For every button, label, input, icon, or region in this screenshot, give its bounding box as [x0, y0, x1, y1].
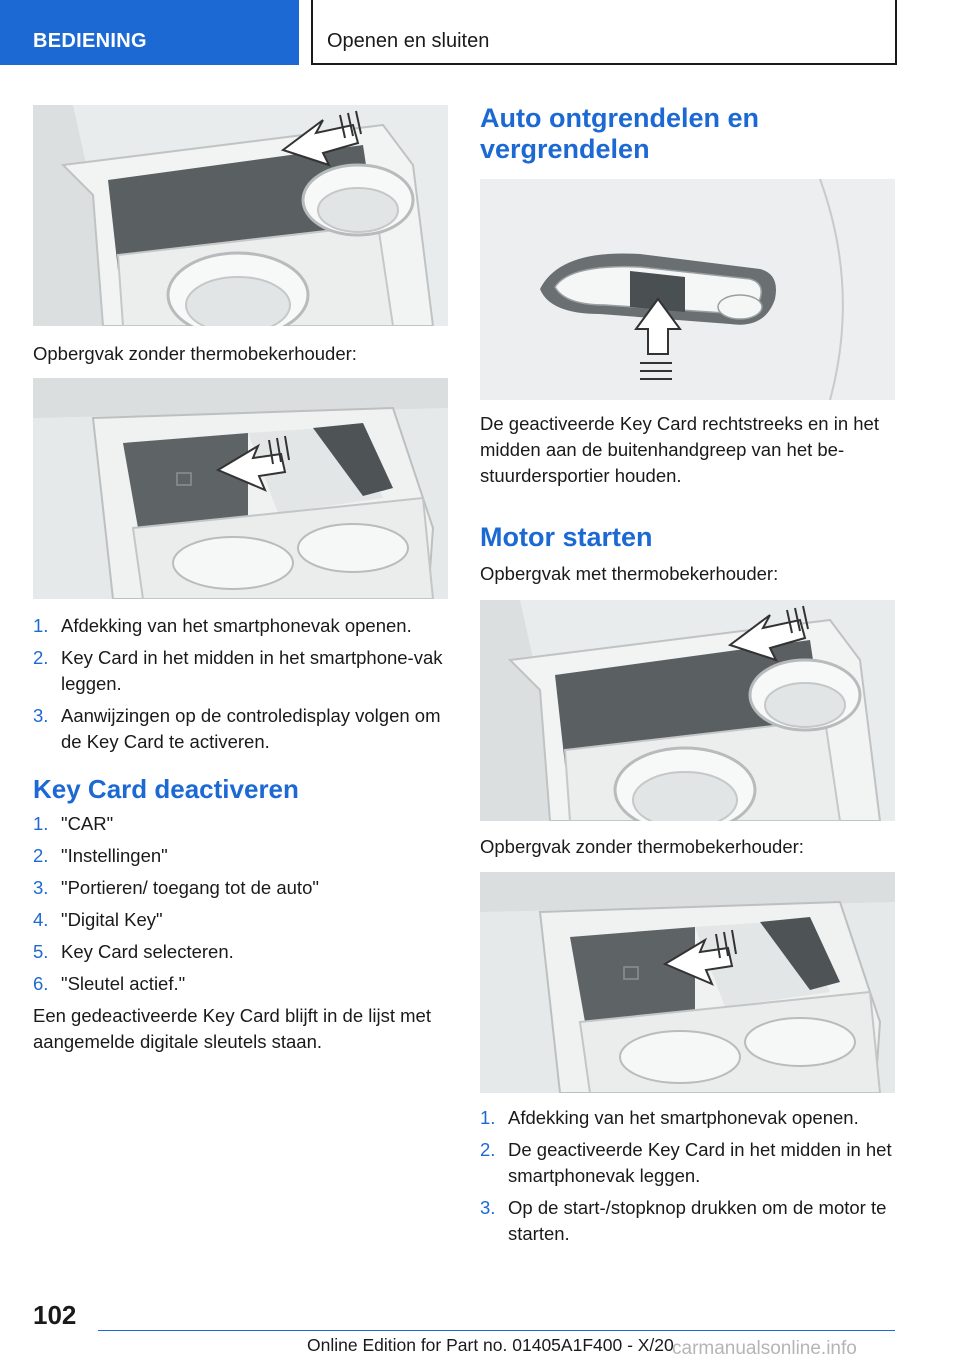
caption-no-holder-left: Opbergvak zonder thermobekerhouder:: [33, 343, 357, 364]
step-text: Key Card in het midden in het smartphone‐vak leggen.: [61, 647, 443, 694]
section-title: BEDIENING: [33, 30, 147, 52]
figure-storage-without-cupholder-right: [480, 872, 895, 1093]
step-text: "CAR": [61, 813, 114, 834]
chapter-header: [311, 0, 897, 65]
step-number: 3.: [33, 705, 49, 726]
heading-unlock-lock: Auto ontgrendelen en vergrendelen: [480, 103, 759, 164]
step-number: 5.: [33, 941, 49, 962]
caption-with-holder: Opbergvak met thermobekerhouder:: [480, 563, 779, 584]
heading-key-card-deactivate: Key Card deactiveren: [33, 774, 299, 804]
step-text: "Digital Key": [61, 909, 163, 930]
step-number: 3.: [480, 1197, 496, 1218]
step-number: 2.: [480, 1139, 496, 1160]
step-text: "Portieren/ toegang tot de auto": [61, 877, 319, 898]
step-text: Key Card selecteren.: [61, 941, 234, 962]
step-number: 2.: [33, 647, 49, 668]
step-text: Op de start-/stopknop drukken om de motor te starten.: [508, 1197, 887, 1244]
step-number: 3.: [33, 877, 49, 898]
deactivate-note: Een gedeactiveerde Key Card blijft in de lijst met aangemelde digitale sleutels staan.: [33, 1005, 431, 1052]
step-text: Aanwijzingen op de controledisplay volgen om de Key Card te activeren.: [61, 705, 441, 752]
watermark: carmanualsonline.info: [672, 1338, 857, 1359]
step-text: "Sleutel actief.": [61, 973, 186, 994]
page-number: 102: [33, 1300, 77, 1330]
heading-start-engine: Motor starten: [480, 522, 653, 552]
step-text: De geactiveerde Key Card in het midden in het smartphonevak leggen.: [508, 1139, 892, 1186]
step-number: 1.: [33, 813, 49, 834]
step-number: 1.: [480, 1107, 496, 1128]
footer-edition: Online Edition for Part no. 01405A1F400 - X/20: [307, 1335, 674, 1355]
chapter-title: Openen en sluiten: [327, 30, 490, 52]
step-text: Afdekking van het smartphonevak openen.: [61, 615, 412, 636]
figure-storage-with-cupholder-right: [480, 600, 895, 821]
step-number: 4.: [33, 909, 49, 930]
step-number: 2.: [33, 845, 49, 866]
section-tab: [0, 0, 299, 65]
unlock-text: De geactiveerde Key Card rechtstreeks en in het midden aan de buitenhandgreep van het be‐stuurdersportier houden.: [480, 413, 879, 486]
step-text: Afdekking van het smartphonevak openen.: [508, 1107, 859, 1128]
footer-divider: [98, 1330, 895, 1331]
figure-storage-with-cupholder: [33, 105, 448, 326]
step-number: 6.: [33, 973, 49, 994]
figure-door-handle: [480, 179, 895, 400]
step-text: "Instellingen": [61, 845, 168, 866]
caption-no-holder-right: Opbergvak zonder thermobekerhouder:: [480, 836, 804, 857]
figure-storage-without-cupholder: [33, 378, 448, 599]
step-number: 1.: [33, 615, 49, 636]
